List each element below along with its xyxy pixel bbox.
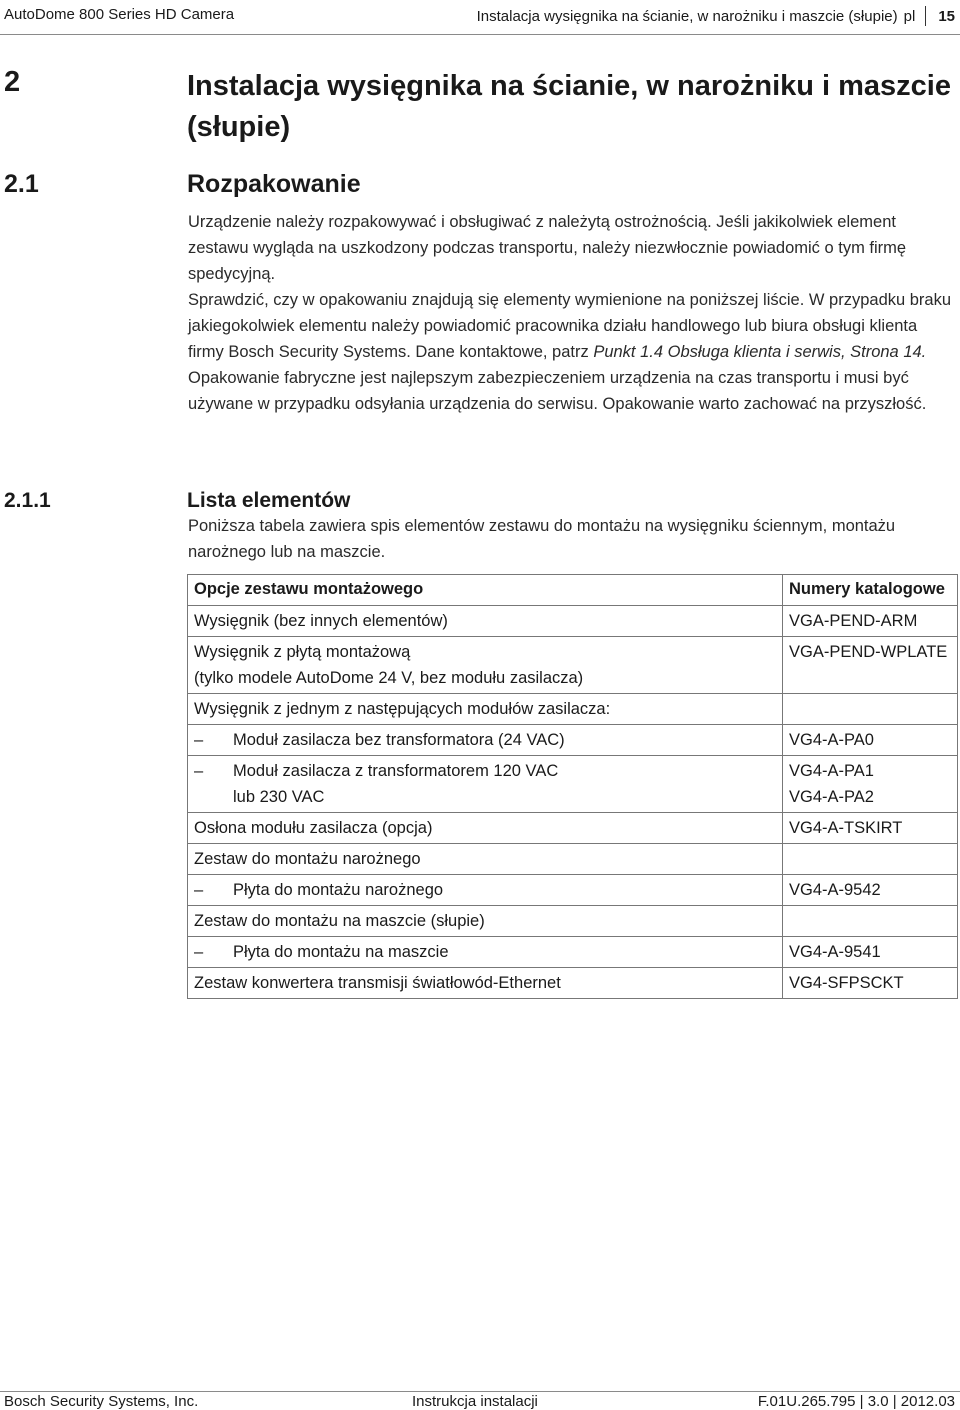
- paragraph-2-text: Sprawdzić, czy w opakowaniu znajdują się elementy wymienione na poniższej liście. W przypadku braku jakiegokolwiek elementu należy powiadomić pracownika działu handlowego lub biura obsługi klienta firmy Bosch Security Systems. Dane kontaktowe, patrz: [188, 291, 952, 361]
- parts-table: [187, 574, 958, 999]
- table-row: [188, 968, 958, 999]
- code-cell: VG4-A-PA0: [783, 725, 958, 756]
- page-footer: [0, 1391, 960, 1410]
- section-number: 2.1: [4, 170, 39, 198]
- header-right: [477, 6, 955, 26]
- code-cell: VGA-PEND-ARM: [783, 606, 958, 637]
- item-cell: [188, 725, 783, 756]
- paragraph-3: Opakowanie fabryczne jest najlepszym zabezpieczeniem urządzenia na czas transportu i musi być używane w przypadku odsyłania urządzenia do serwisu. Opakowanie warto zachować na przyszłość.: [188, 369, 927, 413]
- code-cell: [783, 906, 958, 937]
- header-section: Instalacja wysięgnika na ścianie, w narożniku i maszcie (słupie): [476, 7, 898, 25]
- table-row: [188, 725, 958, 756]
- code-text: VG4-A-PA1: [789, 762, 874, 780]
- table-row: [188, 694, 958, 725]
- subsection-intro: Poniższa tabela zawiera spis elementów zestawu do montażu na wysięgniku ściennym, montażu narożnego lub na maszcie.: [188, 517, 896, 561]
- column-header-options: Opcje zestawu montażowego: [188, 575, 783, 606]
- item-cell: Osłona modułu zasilacza (opcja): [188, 813, 783, 844]
- footer-doc-type: Instrukcja instalacji: [412, 1393, 538, 1410]
- table-row: [188, 906, 958, 937]
- table-row: [188, 813, 958, 844]
- footer-doc-ref: F.01U.265.795 | 3.0 | 2012.03: [757, 1393, 955, 1410]
- code-text-2: VG4-A-PA2: [789, 788, 874, 806]
- code-cell: VG4-SFPSCKT: [783, 968, 958, 999]
- footer-company: Bosch Security Systems, Inc.: [4, 1393, 199, 1410]
- table-row: [188, 937, 958, 968]
- item-text: Wysięgnik z płytą montażową: [194, 643, 411, 661]
- item-text-note: (tylko modele AutoDome 24 V, bez modułu zasilacza): [194, 669, 584, 687]
- code-cell: VG4-A-TSKIRT: [783, 813, 958, 844]
- table-header-row: [188, 575, 958, 606]
- header-lang: pl: [903, 7, 916, 25]
- dash-bullet: –: [194, 943, 204, 961]
- code-cell: [783, 694, 958, 725]
- item-cell: [188, 937, 783, 968]
- subsection-number: 2.1.1: [4, 489, 51, 512]
- page-header: [0, 0, 960, 35]
- item-cell: Wysięgnik z jednym z następujących modułów zasilacza:: [188, 694, 783, 725]
- item-cell: [188, 756, 783, 813]
- section-title: Rozpakowanie: [187, 170, 361, 198]
- section-body: [188, 209, 956, 417]
- header-product: AutoDome 800 Series HD Camera: [4, 6, 235, 23]
- dash-bullet: –: [194, 731, 204, 749]
- item-text: Płyta do montażu narożnego: [233, 881, 444, 899]
- item-text: Moduł zasilacza bez transformatora (24 VAC): [233, 731, 565, 749]
- item-text-cont: lub 230 VAC: [233, 788, 325, 806]
- item-cell: Zestaw konwertera transmisji światłowód-Ethernet: [188, 968, 783, 999]
- item-text: Moduł zasilacza z transformatorem 120 VAC: [233, 762, 559, 780]
- code-cell: VGA-PEND-WPLATE: [783, 637, 958, 694]
- chapter-title: Instalacja wysięgnika na ścianie, w narożniku i maszcie (słupie): [187, 70, 951, 143]
- item-cell: [188, 875, 783, 906]
- item-cell: Zestaw do montażu narożnego: [188, 844, 783, 875]
- table-row: [188, 637, 958, 694]
- paragraph-2: [188, 287, 956, 365]
- code-cell: [783, 756, 958, 813]
- item-cell: [188, 637, 783, 694]
- cross-reference-link[interactable]: Punkt 1.4 Obsługa klienta i serwis, Strona 14.: [593, 343, 927, 361]
- header-divider: [925, 6, 926, 26]
- dash-bullet: –: [194, 881, 204, 899]
- table-row: [188, 875, 958, 906]
- dash-bullet: –: [194, 762, 204, 780]
- chapter-number: 2: [4, 66, 21, 98]
- item-cell: Wysięgnik (bez innych elementów): [188, 606, 783, 637]
- code-cell: VG4-A-9541: [783, 937, 958, 968]
- paragraph-1: Urządzenie należy rozpakowywać i obsługiwać z należytą ostrożnością. Jeśli jakikolwiek element zestawu wygląda na uszkodzony podczas transportu, należy niezwłocznie powiadomić o tym firmę spedycyjną.: [188, 213, 907, 283]
- header-page-number: 15: [938, 7, 955, 25]
- table-row: [188, 756, 958, 813]
- table-row: [188, 844, 958, 875]
- code-cell: [783, 844, 958, 875]
- code-cell: VG4-A-9542: [783, 875, 958, 906]
- subsection-title: Lista elementów: [187, 489, 351, 512]
- item-cell: Zestaw do montażu na maszcie (słupie): [188, 906, 783, 937]
- item-text: Płyta do montażu na maszcie: [233, 943, 449, 961]
- table-row: [188, 606, 958, 637]
- column-header-catalog-numbers: Numery katalogowe: [783, 575, 958, 606]
